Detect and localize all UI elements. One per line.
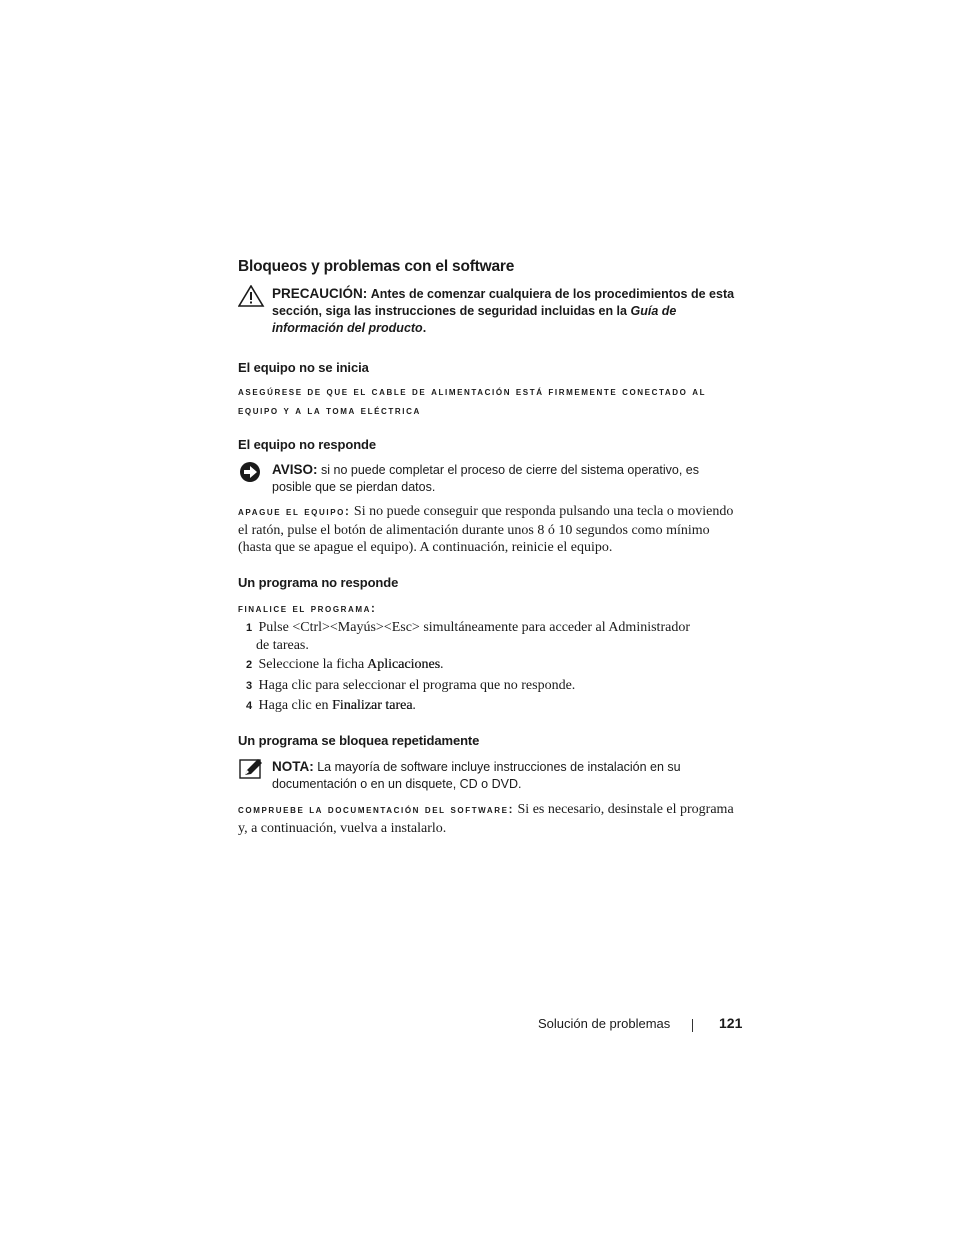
step-bold-term: Finalizar tarea xyxy=(331,698,413,713)
note-pencil-icon xyxy=(238,758,266,780)
step-number: 2 xyxy=(246,659,253,671)
program-crash-paragraph xyxy=(238,801,738,837)
page-number: 121 xyxy=(719,1015,743,1031)
caution-notice xyxy=(238,285,738,337)
nota-label: NOTA: xyxy=(272,759,314,774)
nota-notice xyxy=(238,758,738,793)
caution-end: . xyxy=(422,321,427,335)
step-3 xyxy=(246,677,726,695)
step-number: 3 xyxy=(246,680,253,692)
step-text: Pulse <Ctrl><Mayús><Esc> simultáneamente para acceder al Administrador xyxy=(258,620,690,635)
subsection-title-no-respond: El equipo no responde xyxy=(238,437,377,452)
step-text-end: . xyxy=(440,657,444,672)
step-4 xyxy=(246,697,726,715)
caution-label: PRECAUCIÓN: xyxy=(272,286,368,301)
aviso-notice xyxy=(238,461,738,496)
notice-arrow-icon xyxy=(238,461,266,483)
step-1 xyxy=(246,619,726,654)
footer-chapter: Solución de problemas xyxy=(538,1016,671,1031)
no-respond-text: Si no puede conseguir que responda pulsando una tecla o moviendo el ratón, pulse el botón de alimentación durante unos 8 ó 10 segundos como mínimo (hasta que se apague el equipo). A continuación, reinicie el equipo. xyxy=(238,504,734,555)
nota-text xyxy=(272,758,738,793)
section-title: Bloqueos y problemas con el software xyxy=(238,258,515,275)
footer-divider xyxy=(692,1019,693,1032)
no-start-instruction-text: asegúrese de que el cable de alimentación está firmemente conectado al equipo y a la toma eléctrica xyxy=(238,386,707,417)
caution-doc-title: Guía de información del producto xyxy=(272,304,677,335)
subsection-title-no-start: El equipo no se inicia xyxy=(238,360,369,375)
aviso-body: si no puede completar el proceso de cierre del sistema operativo, es posible que se pierdan datos. xyxy=(272,463,699,494)
step-number: 1 xyxy=(246,622,253,634)
warning-triangle-icon xyxy=(238,285,266,307)
step-text-continued: de tareas. xyxy=(256,638,309,653)
step-text-end: . xyxy=(412,698,416,713)
caution-text xyxy=(272,285,738,337)
program-crash-lead: compruebe la documentación del software: xyxy=(238,804,515,816)
no-respond-paragraph xyxy=(238,503,738,557)
program-crash-text: Si es necesario, desinstale el programa y, a continuación, vuelva a instalarlo. xyxy=(238,802,734,836)
program-no-respond-lead: finalice el programa: xyxy=(238,603,377,615)
step-text: Haga clic en xyxy=(258,698,332,713)
aviso-label: AVISO: xyxy=(272,462,318,477)
step-number: 4 xyxy=(246,700,253,712)
subsection-title-program-no-respond: Un programa no responde xyxy=(238,575,399,590)
nota-body: La mayoría de software incluye instrucciones de instalación en su documentación o en un disquete, CD o DVD. xyxy=(272,760,681,791)
step-text: Seleccione la ficha xyxy=(258,657,367,672)
step-text: Haga clic para seleccionar el programa que no responde. xyxy=(258,678,576,693)
step-bold-term: Aplicaciones xyxy=(366,657,441,672)
program-no-respond-lead-line xyxy=(238,599,738,618)
step-2 xyxy=(246,656,726,674)
no-start-instruction xyxy=(238,382,738,420)
caution-body: Antes de comenzar cualquiera de los procedimientos de esta sección, siga las instrucciones de seguridad incluidas en la xyxy=(272,287,735,318)
no-respond-lead: apague el equipo: xyxy=(238,506,351,518)
aviso-text xyxy=(272,461,738,496)
subsection-title-program-crash: Un programa se bloquea repetidamente xyxy=(238,733,480,748)
